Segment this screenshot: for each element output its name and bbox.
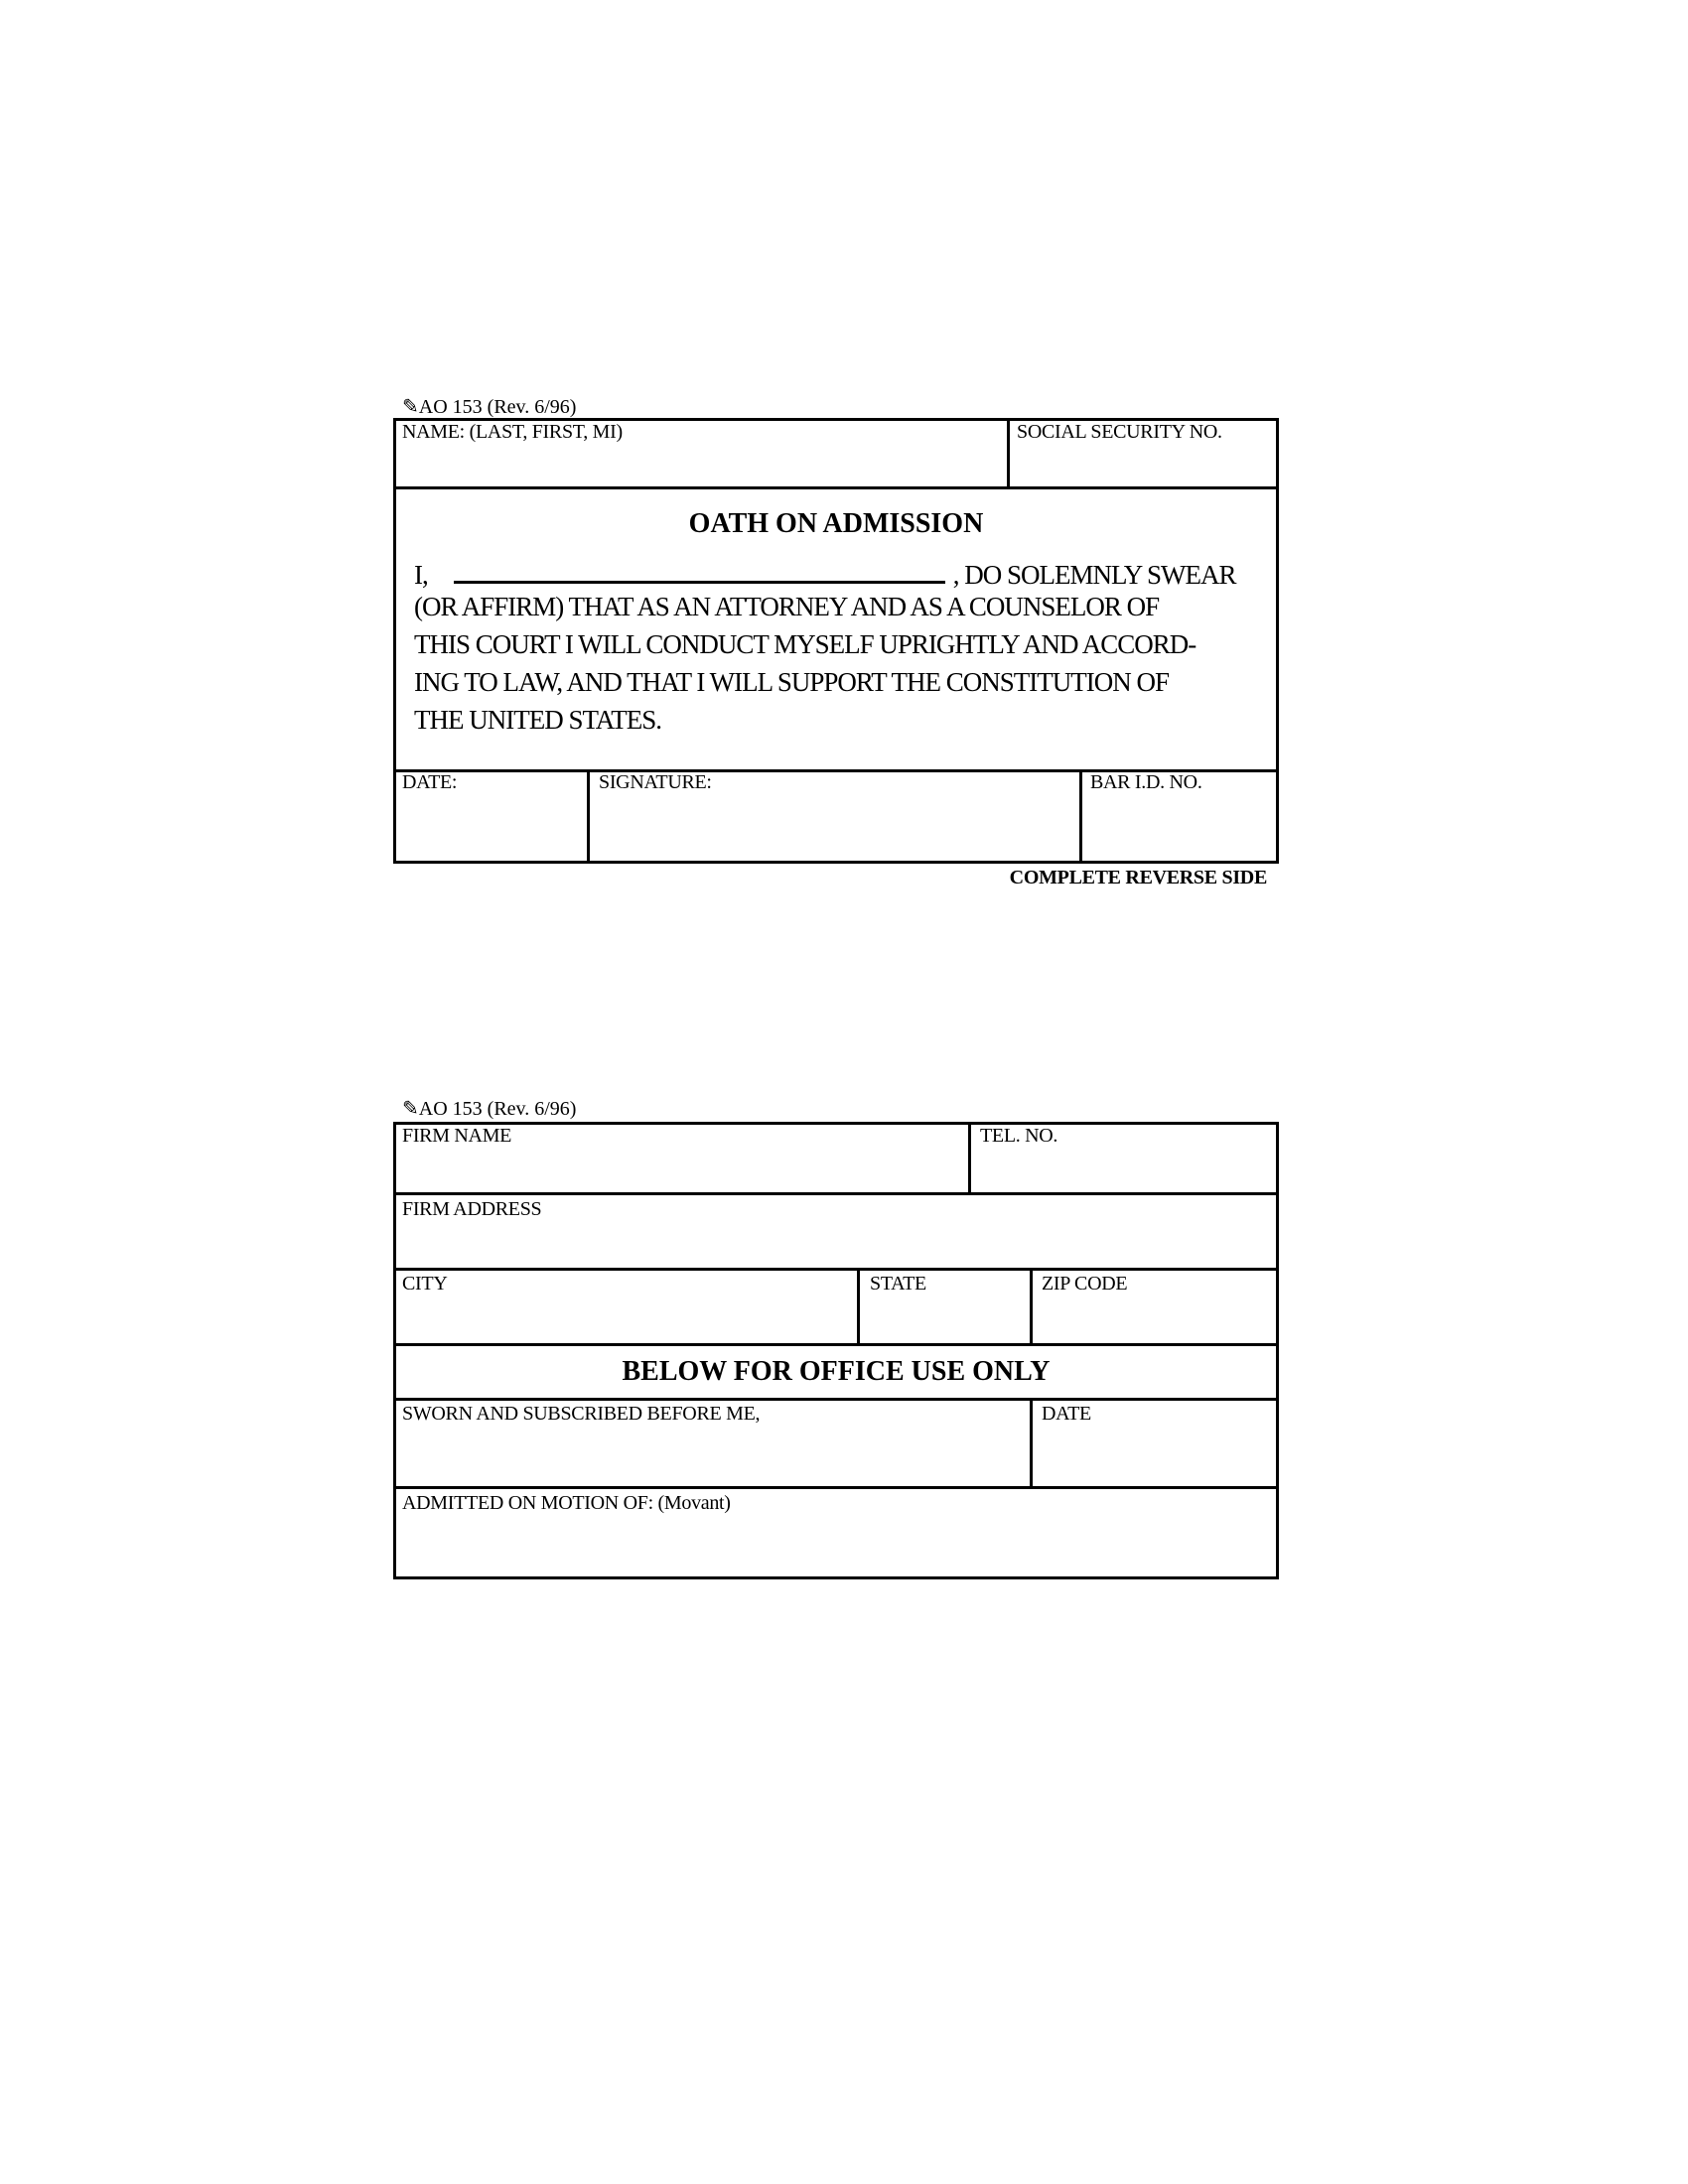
signature-field-label: SIGNATURE: xyxy=(599,771,712,793)
tel-field[interactable] xyxy=(973,1148,1276,1191)
oath-name-blank[interactable] xyxy=(454,559,945,584)
sworn-label: SWORN AND SUBSCRIBED BEFORE ME, xyxy=(402,1403,761,1425)
city-label: CITY xyxy=(402,1273,448,1295)
city-field[interactable] xyxy=(397,1296,855,1341)
oath-line: (OR AFFIRM) THAT AS AN ATTORNEY AND AS A COUNSELOR OF xyxy=(414,592,1160,621)
name-field[interactable] xyxy=(397,443,1005,484)
admitted-on-motion-label: ADMITTED ON MOTION OF: (Movant) xyxy=(402,1492,731,1514)
oath-line-1: I, , DO SOLEMNLY SWEAR xyxy=(414,560,1236,590)
divider xyxy=(393,1192,1279,1195)
divider xyxy=(393,486,1279,489)
movant-field[interactable] xyxy=(397,1515,1276,1575)
office-use-heading: BELOW FOR OFFICE USE ONLY xyxy=(622,1356,1051,1387)
ssn-field[interactable] xyxy=(1012,443,1276,484)
divider xyxy=(587,769,590,864)
office-date-field[interactable] xyxy=(1035,1426,1276,1484)
divider xyxy=(1030,1398,1033,1488)
date-field-label: DATE: xyxy=(402,771,458,793)
zip-field[interactable] xyxy=(1035,1296,1276,1341)
sworn-field[interactable] xyxy=(397,1426,1028,1484)
divider xyxy=(857,1268,860,1345)
divider xyxy=(393,1398,1279,1401)
office-date-label: DATE xyxy=(1042,1403,1091,1425)
oath-line: ING TO LAW, AND THAT I WILL SUPPORT THE CONSTITUTION OF xyxy=(414,667,1169,697)
bar-id-field-label: BAR I.D. NO. xyxy=(1090,771,1202,793)
divider xyxy=(968,1122,971,1194)
form-id-back: ✎AO 153 (Rev. 6/96) xyxy=(402,1098,577,1120)
signature-field[interactable] xyxy=(592,794,1077,860)
firm-address-field[interactable] xyxy=(397,1221,1276,1266)
bar-id-field[interactable] xyxy=(1084,794,1276,860)
divider xyxy=(393,1343,1279,1346)
oath-line: THIS COURT I WILL CONDUCT MYSELF UPRIGHTLY AND ACCORD- xyxy=(414,629,1196,659)
divider xyxy=(1030,1268,1033,1345)
firm-name-label: FIRM NAME xyxy=(402,1125,512,1147)
state-label: STATE xyxy=(870,1273,926,1295)
divider xyxy=(1079,769,1082,864)
firm-name-field[interactable] xyxy=(397,1148,966,1191)
firm-address-label: FIRM ADDRESS xyxy=(402,1198,542,1220)
oath-title: OATH ON ADMISSION xyxy=(688,508,984,539)
divider xyxy=(393,1268,1279,1271)
pencil-icon: ✎ xyxy=(402,1098,419,1120)
zip-label: ZIP CODE xyxy=(1042,1273,1128,1295)
ssn-field-label: SOCIAL SECURITY NO. xyxy=(1017,421,1222,443)
divider xyxy=(1007,418,1010,488)
divider xyxy=(393,1486,1279,1489)
state-field[interactable] xyxy=(862,1296,1028,1341)
tel-label: TEL. NO. xyxy=(980,1125,1058,1147)
form-id-front: ✎AO 153 (Rev. 6/96) xyxy=(402,396,577,418)
date-field[interactable] xyxy=(397,794,585,860)
complete-reverse-side-note: COMPLETE REVERSE SIDE xyxy=(1009,867,1267,888)
name-field-label: NAME: (LAST, FIRST, MI) xyxy=(402,421,623,443)
oath-line: THE UNITED STATES. xyxy=(414,705,662,735)
pencil-icon: ✎ xyxy=(402,396,419,418)
